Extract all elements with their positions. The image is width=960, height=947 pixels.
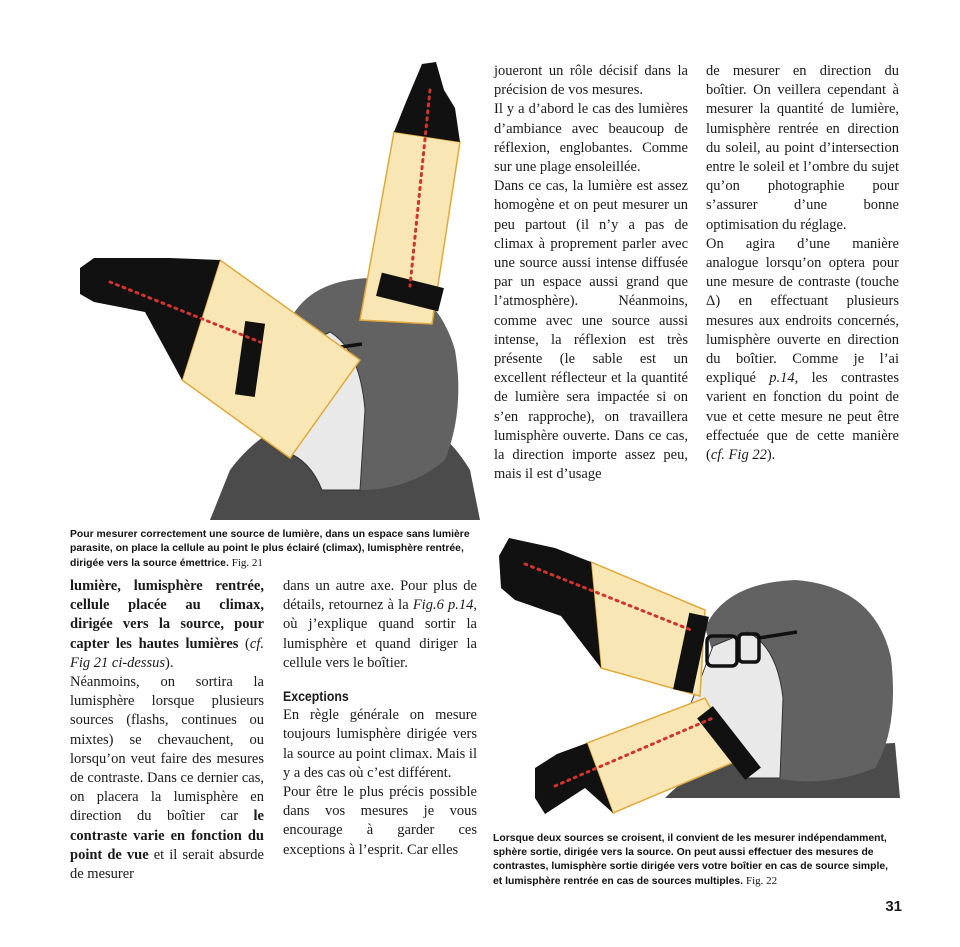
column-left-bottom xyxy=(70,577,264,884)
paragraph: de mesurer en direction du boîtier. On veillera cependant à mesurer la quantité de lumière, lumisphère rentrée en direction du soleil, au point d’intersection entre le soleil et l’ombre du sujet qu’on photographie pour s’assurer d’une bonne optimisation du réglage. xyxy=(706,63,899,233)
figure-22-illustration xyxy=(495,528,915,828)
figure-21-illustration xyxy=(60,50,480,520)
paragraph: Pour être le plus précis possible dans vos mesures je vous encourage à garder ces exceptions à l’esprit. Car elles xyxy=(283,784,477,858)
paragraph: joueront un rôle décisif dans la précision de vos mesures. xyxy=(494,63,688,99)
column-right-top xyxy=(706,62,899,465)
paragraph: Il y a d’abord le cas des lumières d’ambiance avec beaucoup de réflexion, englobantes. Comme sur une plage ensoleillée. xyxy=(494,101,688,176)
paragraph: On agira d’une manière analogue lorsqu’on optera pour une mesure de contraste (touche Δ) en effectuant plusieurs mesures aux endroits concernés, lumisphère ouverte en direction du boîtier. Comme je l’ai expliqué p.14, les contrastes varient en fonction du point de vue et cette mesure ne peut être effectuée que de cette manière (cf. Fig 22). xyxy=(706,235,899,464)
paragraph: En règle générale on mesure toujours lumisphère dirigée vers la source au point climax. Mais il y a des cas où c’est différent. xyxy=(283,707,477,781)
figure-22-caption: Lorsque deux sources se croisent, il convient de les mesurer indépendamment, sphère sortie, dirigée vers la source. On peut aussi effectuer des mesures de contrastes, lumisphère sortie dirigée vers votre boîtier en cas de source simple, et lumisphère rentrée en cas de sources multiples. Fig. 22 xyxy=(493,833,888,887)
section-heading-exceptions: Exceptions xyxy=(283,688,349,705)
figure-22-label: Fig. 22 xyxy=(745,875,778,887)
page-number: 31 xyxy=(885,898,902,915)
paragraph: Néanmoins, on sortira la lumisphère lorsque plusieurs sources (flashs, continues ou mixtes) se chevauchent, ou lorsqu’on veut faire des mesures de contraste. Dans ce dernier cas, on placera la lumisphère en direction du boîtier car le contraste varie en fonction du point de vue et il serait absurde de mesurer xyxy=(70,674,264,883)
paragraph: lumière, lumisphère rentrée, cellule placée au climax, dirigée vers la source, pour capter les hautes lumières (cf. Fig 21 ci-dessus). xyxy=(70,578,264,671)
column-middle-bottom xyxy=(283,577,477,860)
paragraph: dans un autre axe. Pour plus de détails, retournez à la Fig.6 p.14, où j’explique quand sortir la lumisphère et quand diriger la cellule vers le boîtier. xyxy=(283,578,477,671)
fig21-lamp-top xyxy=(394,62,460,142)
figure-21-label: Fig. 21 xyxy=(231,557,263,569)
figure-21-caption: Pour mesurer correctement une source de lumière, dans un espace sans lumière parasite, on place la cellule au point le plus éclairé (climax), lumisphère rentrée, dirigée vers la source émettrice. Fig. 21 xyxy=(70,529,470,569)
column-middle-top xyxy=(494,62,688,484)
fig22-lamp-top xyxy=(499,538,601,668)
paragraph: Dans ce cas, la lumière est assez homogène et on peut mesurer un peu partout (il n’y a pas de climax à proprement parler avec une source aussi intense diffusée par un espace aussi grand que l’atmosphère). Néanmoins, comme avec une source aussi intense, la réflexion est très présente (le sable est un excellent réflecteur et la quantité de lumière sera impactée si on s’en rapproche), on travaillera lumisphère ouverte. Dans ce cas, la direction importe assez peu, mais il est d’usage xyxy=(494,178,688,483)
